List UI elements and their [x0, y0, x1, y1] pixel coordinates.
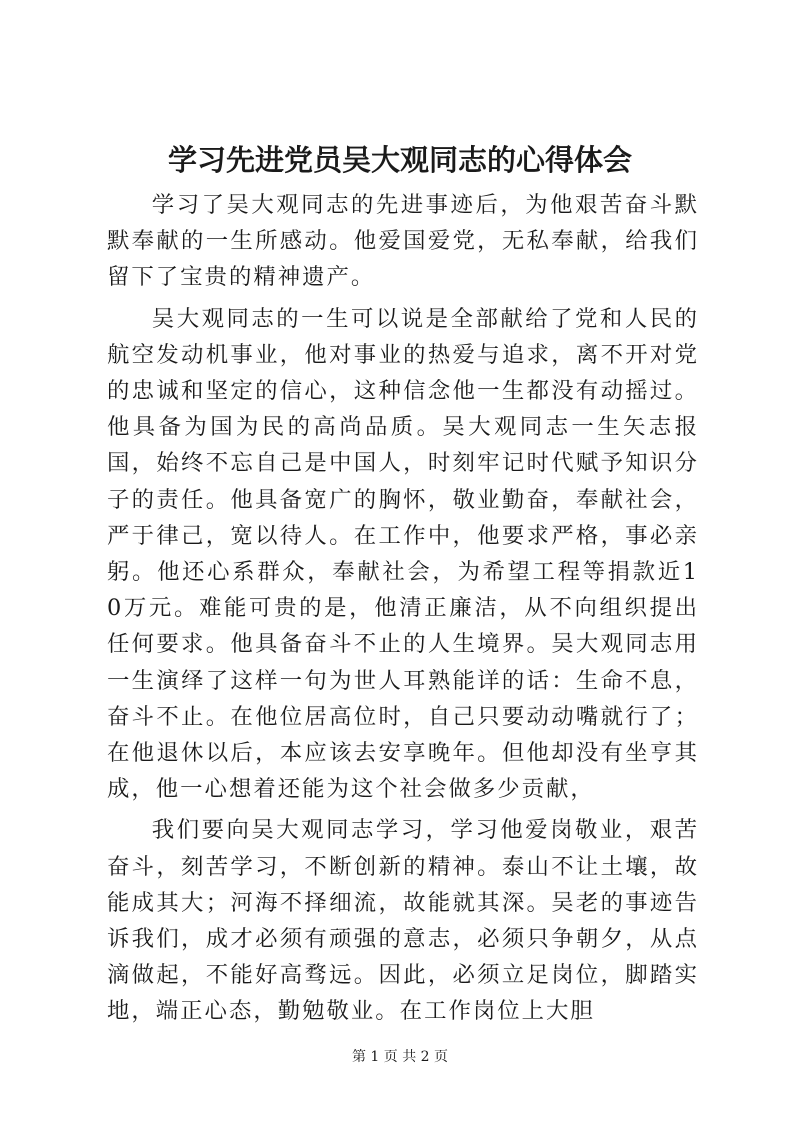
document-title: 学习先进党员吴大观同志的心得体会	[167, 143, 632, 177]
paragraph-2: 吴大观同志的一生可以说是全部献给了党和人民的航空发动机事业，他对事业的热爱与追求，离不开对党的忠诚和坚定的信心，这种信念他一生都没有动摇过。他具备为国为民的高尚品质。吴大观同志一生矢志报国，始终不忘自己是中国人，时刻牢记时代赋予知识分子的责任。他具备宽广的胸怀，敬业勤奋，奉献社会，严于律己，宽以待人。在工作中，他要求严格，事必亲躬。他还心系群众，奉献社会，为希望工程等捐款近10万元。难能可贵的是，他清正廉洁，从不向组织提出任何要求。他具备奋斗不止的人生境界。吴大观同志用一生演绎了这样一句为世人耳熟能详的话：生命不息，奋斗不止。在他位居高位时，自己只要动动嘴就行了；在他退休以后，本应该去安享晚年。但他却没有坐亨其成，他一心想着还能为这个社会做多少贡献，	[107, 305, 699, 803]
paragraph-3: 我们要向吴大观同志学习，学习他爱岗敬业，艰苦奋斗，刻苦学习，不断创新的精神。泰山不让土壤，故能成其大；河海不择细流，故能就其深。吴老的事迹告诉我们，成才必须有顽强的意志，必须只争朝夕，从点滴做起，不能好高骛远。因此，必须立足岗位，脚踏实地，端正心态，勤勉敬业。在工作岗位上大胆	[107, 817, 699, 1025]
page-number: 第 1 页 共 2 页	[351, 1049, 449, 1065]
page-footer	[0, 1047, 800, 1067]
paragraph-1: 学习了吴大观同志的先进事迹后，为他艰苦奋斗默默奉献的一生所感动。他爱国爱党，无私奉献，给我们留下了宝贵的精神遗产。	[107, 192, 699, 291]
document-body	[107, 187, 699, 1035]
